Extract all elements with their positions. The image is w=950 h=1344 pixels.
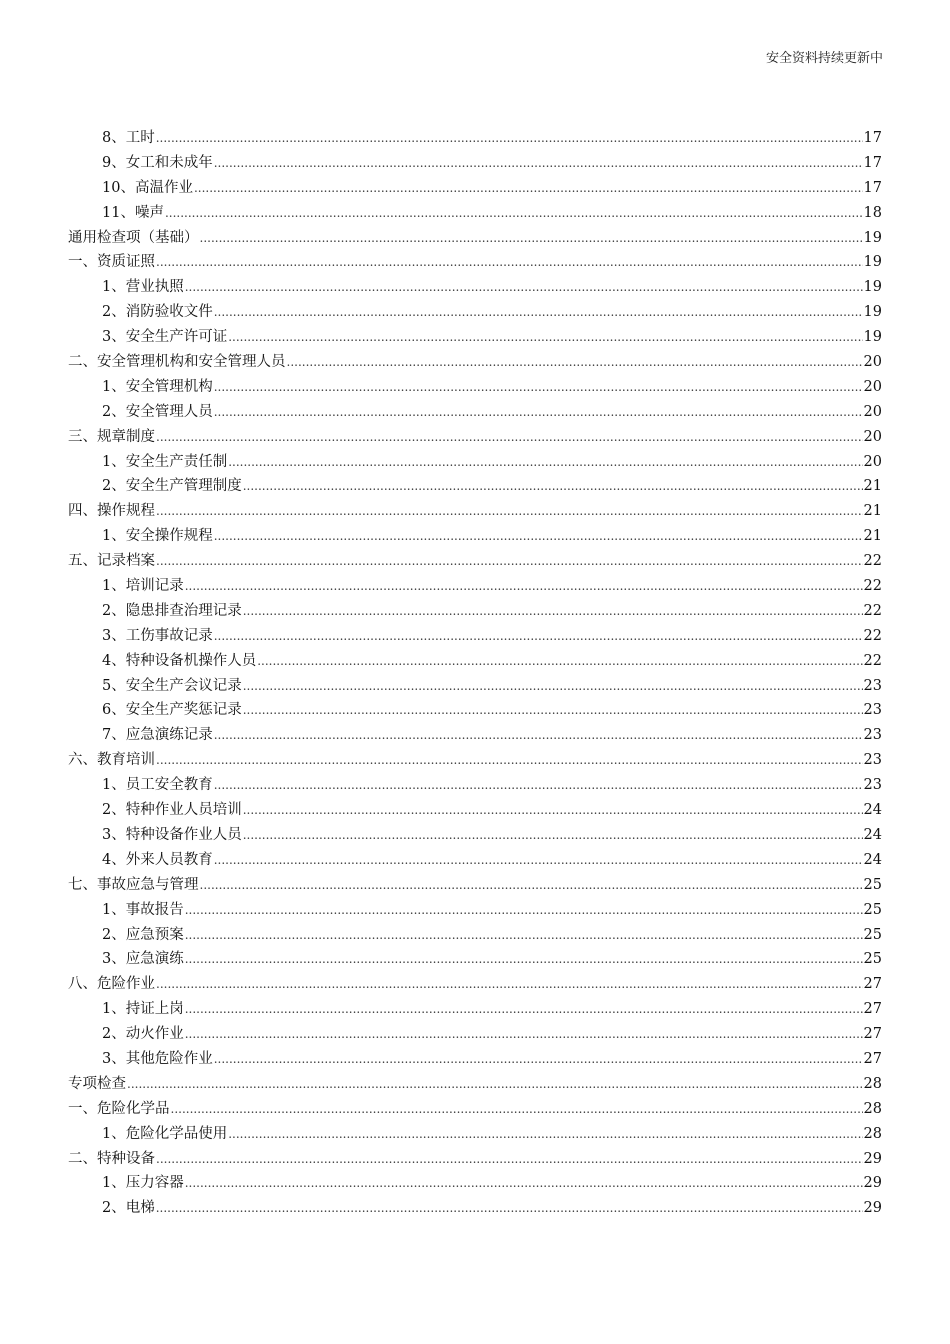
toc-entry-page-number: 21 <box>863 503 882 520</box>
toc-entry-label: 3、安全生产许可证 <box>102 329 228 346</box>
toc-entry[interactable] <box>68 773 882 798</box>
toc-entry-label: 一、危险化学品 <box>68 1100 170 1117</box>
toc-entry-label: 2、应急预案 <box>102 926 184 943</box>
toc-entry[interactable] <box>68 151 882 176</box>
toc-entry-page-number: 29 <box>863 1200 882 1217</box>
toc-dot-leader <box>243 674 863 699</box>
toc-dot-leader <box>156 425 863 450</box>
toc-entry-page-number: 20 <box>863 428 882 445</box>
toc-entry-page-number: 22 <box>863 578 882 595</box>
toc-entry[interactable] <box>68 375 882 400</box>
toc-entry-label: 2、安全生产管理制度 <box>102 478 242 495</box>
toc-entry[interactable] <box>68 674 882 699</box>
toc-dot-leader <box>214 848 863 873</box>
toc-dot-leader <box>243 698 863 723</box>
toc-entry-label: 4、特种设备机操作人员 <box>102 652 257 669</box>
toc-entry-page-number: 19 <box>863 329 882 346</box>
toc-entry-page-number: 22 <box>863 652 882 669</box>
toc-entry-label: 11、噪声 <box>102 204 164 221</box>
toc-dot-leader <box>171 1097 863 1122</box>
toc-entry-page-number: 25 <box>863 876 882 893</box>
toc-entry[interactable] <box>68 823 882 848</box>
page-header: 安全资料持续更新中 <box>765 51 883 66</box>
toc-entry-page-number: 27 <box>863 1001 882 1018</box>
toc-entry[interactable] <box>68 798 882 823</box>
toc-entry-label: 四、操作规程 <box>68 503 155 520</box>
toc-entry[interactable] <box>68 997 882 1022</box>
toc-dot-leader <box>156 549 863 574</box>
toc-entry-label: 六、教育培训 <box>68 752 155 769</box>
toc-entry-page-number: 23 <box>863 677 882 694</box>
toc-entry-label: 3、特种设备作业人员 <box>102 826 242 843</box>
toc-entry[interactable] <box>68 400 882 425</box>
toc-entry[interactable] <box>68 1171 882 1196</box>
toc-entry-label: 2、动火作业 <box>102 1026 184 1043</box>
toc-entry-page-number: 22 <box>863 627 882 644</box>
toc-dot-leader <box>156 1147 863 1172</box>
toc-dot-leader <box>243 599 863 624</box>
toc-dot-leader <box>243 474 863 499</box>
toc-entry[interactable] <box>68 649 882 674</box>
toc-entry[interactable] <box>68 250 882 275</box>
toc-entry[interactable] <box>68 972 882 997</box>
toc-entry-label: 5、安全生产会议记录 <box>102 677 242 694</box>
toc-entry-page-number: 17 <box>863 179 882 196</box>
toc-dot-leader <box>185 923 863 948</box>
toc-entry[interactable] <box>68 698 882 723</box>
toc-entry-page-number: 25 <box>863 951 882 968</box>
toc-entry[interactable] <box>68 599 882 624</box>
toc-entry-page-number: 25 <box>863 901 882 918</box>
toc-entry[interactable] <box>68 524 882 549</box>
toc-dot-leader <box>156 499 863 524</box>
toc-dot-leader <box>185 1171 863 1196</box>
toc-entry-label: 3、应急演练 <box>102 951 184 968</box>
toc-entry-label: 1、员工安全教育 <box>102 777 213 794</box>
toc-entry-label: 1、安全管理机构 <box>102 378 213 395</box>
toc-dot-leader <box>214 151 863 176</box>
toc-entry[interactable] <box>68 574 882 599</box>
toc-dot-leader <box>185 574 863 599</box>
toc-entry-page-number: 28 <box>863 1125 882 1142</box>
toc-entry[interactable] <box>68 748 882 773</box>
toc-entry[interactable] <box>68 176 882 201</box>
toc-entry-page-number: 22 <box>863 602 882 619</box>
toc-dot-leader <box>185 898 863 923</box>
toc-entry-page-number: 19 <box>863 304 882 321</box>
toc-entry[interactable] <box>68 325 882 350</box>
toc-entry-page-number: 23 <box>863 727 882 744</box>
toc-entry[interactable] <box>68 474 882 499</box>
toc-dot-leader <box>214 773 863 798</box>
toc-entry[interactable] <box>68 450 882 475</box>
toc-dot-leader <box>165 201 863 226</box>
toc-dot-leader <box>156 126 863 151</box>
toc-dot-leader <box>214 400 863 425</box>
toc-dot-leader <box>228 1122 862 1147</box>
toc-entry-page-number: 29 <box>863 1150 882 1167</box>
toc-entry-page-number: 25 <box>863 926 882 943</box>
toc-entry-page-number: 24 <box>863 851 882 868</box>
toc-dot-leader <box>156 250 863 275</box>
toc-entry[interactable] <box>68 300 882 325</box>
toc-entry-label: 1、事故报告 <box>102 901 184 918</box>
toc-entry[interactable] <box>68 947 882 972</box>
toc-entry[interactable] <box>68 499 882 524</box>
toc-entry-page-number: 18 <box>863 204 882 221</box>
toc-entry-page-number: 19 <box>863 229 882 246</box>
toc-entry[interactable] <box>68 1072 882 1097</box>
toc-dot-leader <box>214 624 863 649</box>
toc-entry-page-number: 29 <box>863 1175 882 1192</box>
toc-entry-label: 通用检查项（基础） <box>68 229 199 246</box>
toc-dot-leader <box>214 300 863 325</box>
toc-entry[interactable] <box>68 201 882 226</box>
toc-entry[interactable] <box>68 898 882 923</box>
toc-dot-leader <box>185 1022 863 1047</box>
toc-entry-page-number: 20 <box>863 378 882 395</box>
toc-entry[interactable] <box>68 1122 882 1147</box>
toc-dot-leader <box>156 972 863 997</box>
toc-entry-label: 五、记录档案 <box>68 553 155 570</box>
toc-dot-leader <box>214 375 863 400</box>
toc-dot-leader <box>214 1047 863 1072</box>
toc-entry-page-number: 19 <box>863 254 882 271</box>
toc-entry-page-number: 23 <box>863 752 882 769</box>
toc-dot-leader <box>127 1072 863 1097</box>
toc-entry-label: 1、营业执照 <box>102 279 184 296</box>
toc-entry-label: 6、安全生产奖惩记录 <box>102 702 242 719</box>
toc-dot-leader <box>214 723 863 748</box>
toc-entry-label: 1、持证上岗 <box>102 1001 184 1018</box>
toc-dot-leader <box>185 947 863 972</box>
toc-entry-page-number: 24 <box>863 826 882 843</box>
toc-entry-page-number: 17 <box>863 130 882 146</box>
toc-entry[interactable] <box>68 275 882 300</box>
toc-dot-leader <box>185 997 863 1022</box>
toc-entry[interactable] <box>68 350 882 375</box>
toc-entry-label: 2、消防验收文件 <box>102 304 213 321</box>
toc-entry-label: 3、工伤事故记录 <box>102 627 213 644</box>
toc-entry-label: 9、女工和未成年 <box>102 154 213 171</box>
toc-entry-page-number: 27 <box>863 976 882 993</box>
toc-entry-page-number: 21 <box>863 478 882 495</box>
toc-dot-leader <box>156 1196 863 1221</box>
toc-entry-page-number: 22 <box>863 553 882 570</box>
toc-entry-label: 2、电梯 <box>102 1200 155 1217</box>
toc-entry[interactable] <box>68 1196 882 1221</box>
toc-entry[interactable] <box>68 1047 882 1072</box>
toc-entry-label: 2、安全管理人员 <box>102 403 213 420</box>
toc-entry-label: 1、危险化学品使用 <box>102 1125 228 1142</box>
toc-entry-page-number: 23 <box>863 702 882 719</box>
toc-entry[interactable] <box>68 873 882 898</box>
toc-entry-page-number: 17 <box>863 154 882 171</box>
toc-entry[interactable] <box>68 848 882 873</box>
table-of-contents <box>68 126 882 1221</box>
toc-entry[interactable] <box>68 1097 882 1122</box>
toc-entry-label: 二、特种设备 <box>68 1150 155 1167</box>
toc-entry-page-number: 20 <box>863 354 882 371</box>
toc-entry-label: 1、安全操作规程 <box>102 528 213 545</box>
toc-entry[interactable] <box>68 226 882 251</box>
toc-entry-label: 3、其他危险作业 <box>102 1050 213 1067</box>
toc-entry-page-number: 28 <box>863 1075 882 1092</box>
toc-entry-label: 一、资质证照 <box>68 254 155 271</box>
toc-entry-label: 七、事故应急与管理 <box>68 876 199 893</box>
toc-dot-leader <box>200 226 863 251</box>
toc-dot-leader <box>287 350 863 375</box>
toc-entry-page-number: 27 <box>863 1050 882 1067</box>
toc-dot-leader <box>185 275 863 300</box>
toc-entry[interactable] <box>68 723 882 748</box>
toc-entry-label: 10、高温作业 <box>102 179 193 196</box>
toc-entry[interactable] <box>68 624 882 649</box>
toc-entry[interactable] <box>68 425 882 450</box>
toc-entry[interactable] <box>68 126 882 151</box>
toc-dot-leader <box>200 873 863 898</box>
toc-entry-label: 2、特种作业人员培训 <box>102 802 242 819</box>
toc-dot-leader <box>214 524 863 549</box>
toc-entry-label: 4、外来人员教育 <box>102 851 213 868</box>
toc-entry-label: 1、安全生产责任制 <box>102 453 228 470</box>
toc-entry-page-number: 21 <box>863 528 882 545</box>
toc-entry-page-number: 20 <box>863 453 882 470</box>
toc-entry-label: 7、应急演练记录 <box>102 727 213 744</box>
toc-entry[interactable] <box>68 549 882 574</box>
toc-entry-label: 二、安全管理机构和安全管理人员 <box>68 354 286 371</box>
toc-entry-label: 三、规章制度 <box>68 428 155 445</box>
toc-entry[interactable] <box>68 923 882 948</box>
toc-entry-page-number: 28 <box>863 1100 882 1117</box>
toc-dot-leader <box>257 649 862 674</box>
toc-dot-leader <box>228 325 862 350</box>
toc-dot-leader <box>156 748 863 773</box>
toc-entry-label: 八、危险作业 <box>68 976 155 993</box>
toc-entry[interactable] <box>68 1147 882 1172</box>
toc-entry-label: 2、隐患排查治理记录 <box>102 602 242 619</box>
toc-dot-leader <box>243 798 863 823</box>
toc-entry-label: 专项检查 <box>68 1075 126 1092</box>
toc-entry-page-number: 19 <box>863 279 882 296</box>
toc-entry-page-number: 24 <box>863 802 882 819</box>
toc-entry-page-number: 20 <box>863 403 882 420</box>
toc-entry-label: 8、工时 <box>102 130 155 146</box>
toc-dot-leader <box>243 823 863 848</box>
toc-entry-page-number: 23 <box>863 777 882 794</box>
toc-dot-leader <box>194 176 863 201</box>
toc-entry-label: 1、培训记录 <box>102 578 184 595</box>
toc-entry-label: 1、压力容器 <box>102 1175 184 1192</box>
toc-dot-leader <box>228 450 862 475</box>
toc-entry-page-number: 27 <box>863 1026 882 1043</box>
toc-entry[interactable] <box>68 1022 882 1047</box>
